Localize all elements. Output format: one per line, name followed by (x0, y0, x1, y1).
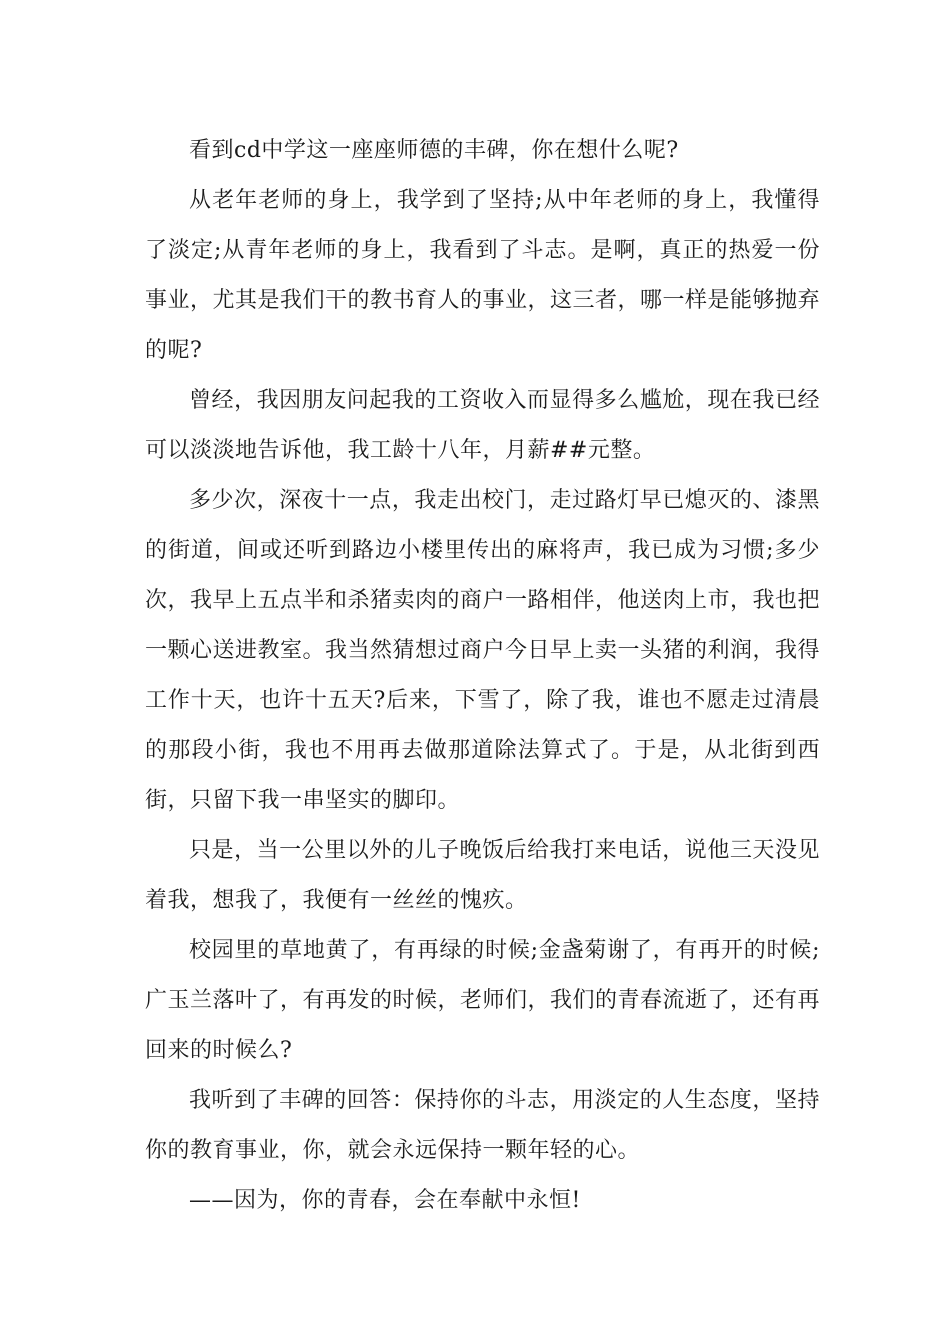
paragraph-5: 只是，当一公里以外的儿子晚饭后给我打来电话，说他三天没见着我，想我了，我便有一丝丝的愧疚。 (145, 838, 820, 913)
paragraph-2: 从老年老师的身上，我学到了坚持;从中年老师的身上，我懂得了淡定;从青年老师的身上，我看到了斗志。是啊，真正的热爱一份事业，尤其是我们干的教书育人的事业，这三者，哪一样是能够抛弃的呢? (145, 188, 821, 363)
paragraph-3: 曾经，我因朋友问起我的工资收入而显得多么尴尬，现在我已经可以淡淡地告诉他，我工龄十八年，月薪##元整。 (145, 388, 820, 463)
document-body (145, 126, 820, 1226)
paragraph-8: ——因为，你的青春，会在奉献中永恒! (189, 1188, 581, 1213)
paragraph-7: 我听到了丰碑的回答：保持你的斗志，用淡定的人生态度，坚持你的教育事业，你，就会永远保持一颗年轻的心。 (145, 1088, 820, 1163)
paragraph-6: 校园里的草地黄了，有再绿的时候;金盏菊谢了，有再开的时候;广玉兰落叶了，有再发的时候，老师们，我们的青春流逝了，还有再回来的时候么? (145, 938, 821, 1063)
paragraph-1: 看到cd中学这一座座师德的丰碑，你在想什么呢? (189, 138, 679, 163)
paragraph-4: 多少次，深夜十一点，我走出校门，走过路灯早已熄灭的、漆黑的街道，间或还听到路边小楼里传出的麻将声，我已成为习惯;多少次，我早上五点半和杀猪卖肉的商户一路相伴，他送肉上市，我也把一颗心送进教室。我当然猜想过商户今日早上卖一头猪的利润，我得工作十天，也许十五天?后来，下雪了，除了我，谁也不愿走过清晨的那段小街，我也不用再去做那道除法算式了。于是，从北街到西街，只留下我一串坚实的脚印。 (145, 488, 821, 813)
